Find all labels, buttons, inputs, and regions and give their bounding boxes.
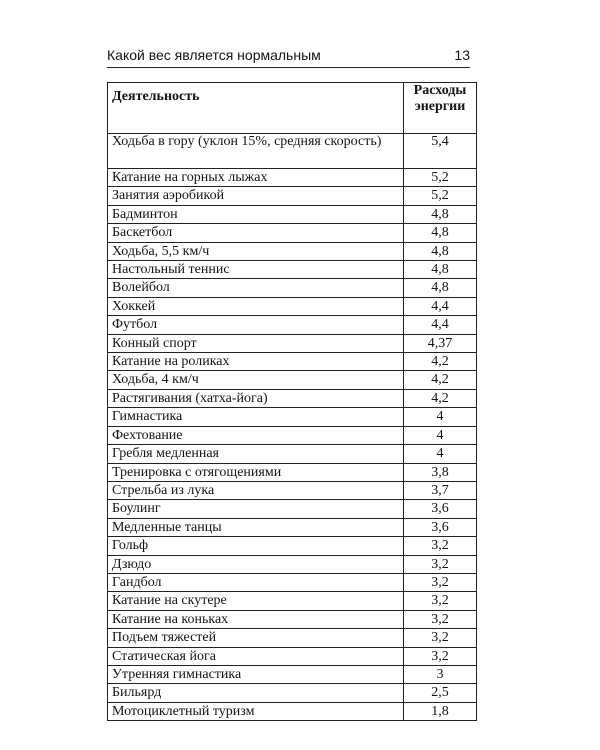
energy-cell: 5,2 (404, 187, 477, 205)
table-row (108, 297, 477, 315)
energy-cell: 4 (404, 445, 477, 463)
activity-cell: Катание на горных лыжах (108, 169, 404, 187)
table-row (108, 169, 477, 187)
energy-cell: 5,2 (404, 169, 477, 187)
energy-cell: 4,2 (404, 389, 477, 407)
energy-cell: 3,2 (404, 610, 477, 628)
table-row (108, 316, 477, 334)
activity-cell: Растягивания (хатха-йога) (108, 389, 404, 407)
table-row (108, 205, 477, 223)
activity-cell: Утренняя гимнастика (108, 665, 404, 683)
activity-cell: Гольф (108, 537, 404, 555)
energy-cell: 3,2 (404, 537, 477, 555)
activity-cell: Гребля медленная (108, 445, 404, 463)
activity-cell: Гимнастика (108, 408, 404, 426)
activity-cell: Боулинг (108, 500, 404, 518)
energy-cell: 4,8 (404, 205, 477, 223)
table-row (108, 371, 477, 389)
energy-cell: 4,4 (404, 297, 477, 315)
table-row (108, 500, 477, 518)
energy-cell: 4,4 (404, 316, 477, 334)
table-row (108, 334, 477, 352)
energy-cell: 3,7 (404, 481, 477, 499)
activity-cell: Мотоциклетный туризм (108, 702, 404, 720)
table-row (108, 242, 477, 260)
header-rule (107, 67, 470, 68)
table-row (108, 647, 477, 665)
table-row (108, 187, 477, 205)
energy-cell: 4 (404, 408, 477, 426)
activity-cell: Бадминтон (108, 205, 404, 223)
energy-cell: 5,4 (404, 134, 477, 169)
table-row (108, 445, 477, 463)
energy-cell: 4,2 (404, 371, 477, 389)
energy-cell: 4,8 (404, 279, 477, 297)
table-row (108, 684, 477, 702)
activity-cell: Подъем тяжестей (108, 629, 404, 647)
energy-cell: 4,8 (404, 261, 477, 279)
activity-cell: Катание на роликах (108, 353, 404, 371)
energy-cell: 4,8 (404, 242, 477, 260)
table-row (108, 353, 477, 371)
energy-cell: 3,6 (404, 518, 477, 536)
activity-cell: Хоккей (108, 297, 404, 315)
activity-cell: Гандбол (108, 573, 404, 591)
energy-cell: 4 (404, 426, 477, 444)
table-row (108, 134, 477, 169)
activity-cell: Тренировка с отягощениями (108, 463, 404, 481)
activity-cell: Катание на коньках (108, 610, 404, 628)
table-header-row (108, 83, 477, 134)
table-row (108, 261, 477, 279)
table-row (108, 555, 477, 573)
energy-cell: 2,5 (404, 684, 477, 702)
activity-cell: Занятия аэробикой (108, 187, 404, 205)
table-row (108, 389, 477, 407)
table-row (108, 463, 477, 481)
energy-cell: 4,8 (404, 224, 477, 242)
activity-cell: Дзюдо (108, 555, 404, 573)
activity-cell: Волейбол (108, 279, 404, 297)
activity-cell: Ходьба в гору (уклон 15%, средняя скорость) (108, 134, 404, 169)
activity-cell: Стрельба из лука (108, 481, 404, 499)
energy-cell: 3,2 (404, 555, 477, 573)
table-row (108, 481, 477, 499)
activity-cell: Ходьба, 4 км/ч (108, 371, 404, 389)
page-number: 13 (454, 47, 470, 63)
energy-cell: 3 (404, 665, 477, 683)
activity-cell: Статическая йога (108, 647, 404, 665)
table-row (108, 518, 477, 536)
table-row (108, 408, 477, 426)
energy-expenditure-table (107, 82, 477, 721)
column-header-activity: Деятельность (108, 83, 404, 134)
table-row (108, 592, 477, 610)
table-row (108, 702, 477, 720)
table-row (108, 573, 477, 591)
activity-cell: Футбол (108, 316, 404, 334)
table-row (108, 629, 477, 647)
activity-cell: Конный спорт (108, 334, 404, 352)
table-row (108, 665, 477, 683)
column-header-energy: Расходы энергии (404, 83, 477, 134)
energy-cell: 3,2 (404, 573, 477, 591)
table-row (108, 426, 477, 444)
activity-cell: Медленные танцы (108, 518, 404, 536)
energy-cell: 3,8 (404, 463, 477, 481)
running-header-title: Какой вес является нормальным (107, 47, 321, 63)
table-body (108, 134, 477, 721)
activity-cell: Бильярд (108, 684, 404, 702)
activity-cell: Настольный теннис (108, 261, 404, 279)
energy-cell: 4,2 (404, 353, 477, 371)
energy-cell: 3,2 (404, 647, 477, 665)
table-row (108, 610, 477, 628)
energy-cell: 3,2 (404, 629, 477, 647)
running-header (107, 44, 470, 66)
table-row (108, 537, 477, 555)
activity-cell: Ходьба, 5,5 км/ч (108, 242, 404, 260)
table-row (108, 279, 477, 297)
activity-cell: Баскетбол (108, 224, 404, 242)
table-row (108, 224, 477, 242)
activity-cell: Фехтование (108, 426, 404, 444)
energy-cell: 3,2 (404, 592, 477, 610)
energy-cell: 3,6 (404, 500, 477, 518)
activity-cell: Катание на скутере (108, 592, 404, 610)
energy-cell: 1,8 (404, 702, 477, 720)
energy-cell: 4,37 (404, 334, 477, 352)
